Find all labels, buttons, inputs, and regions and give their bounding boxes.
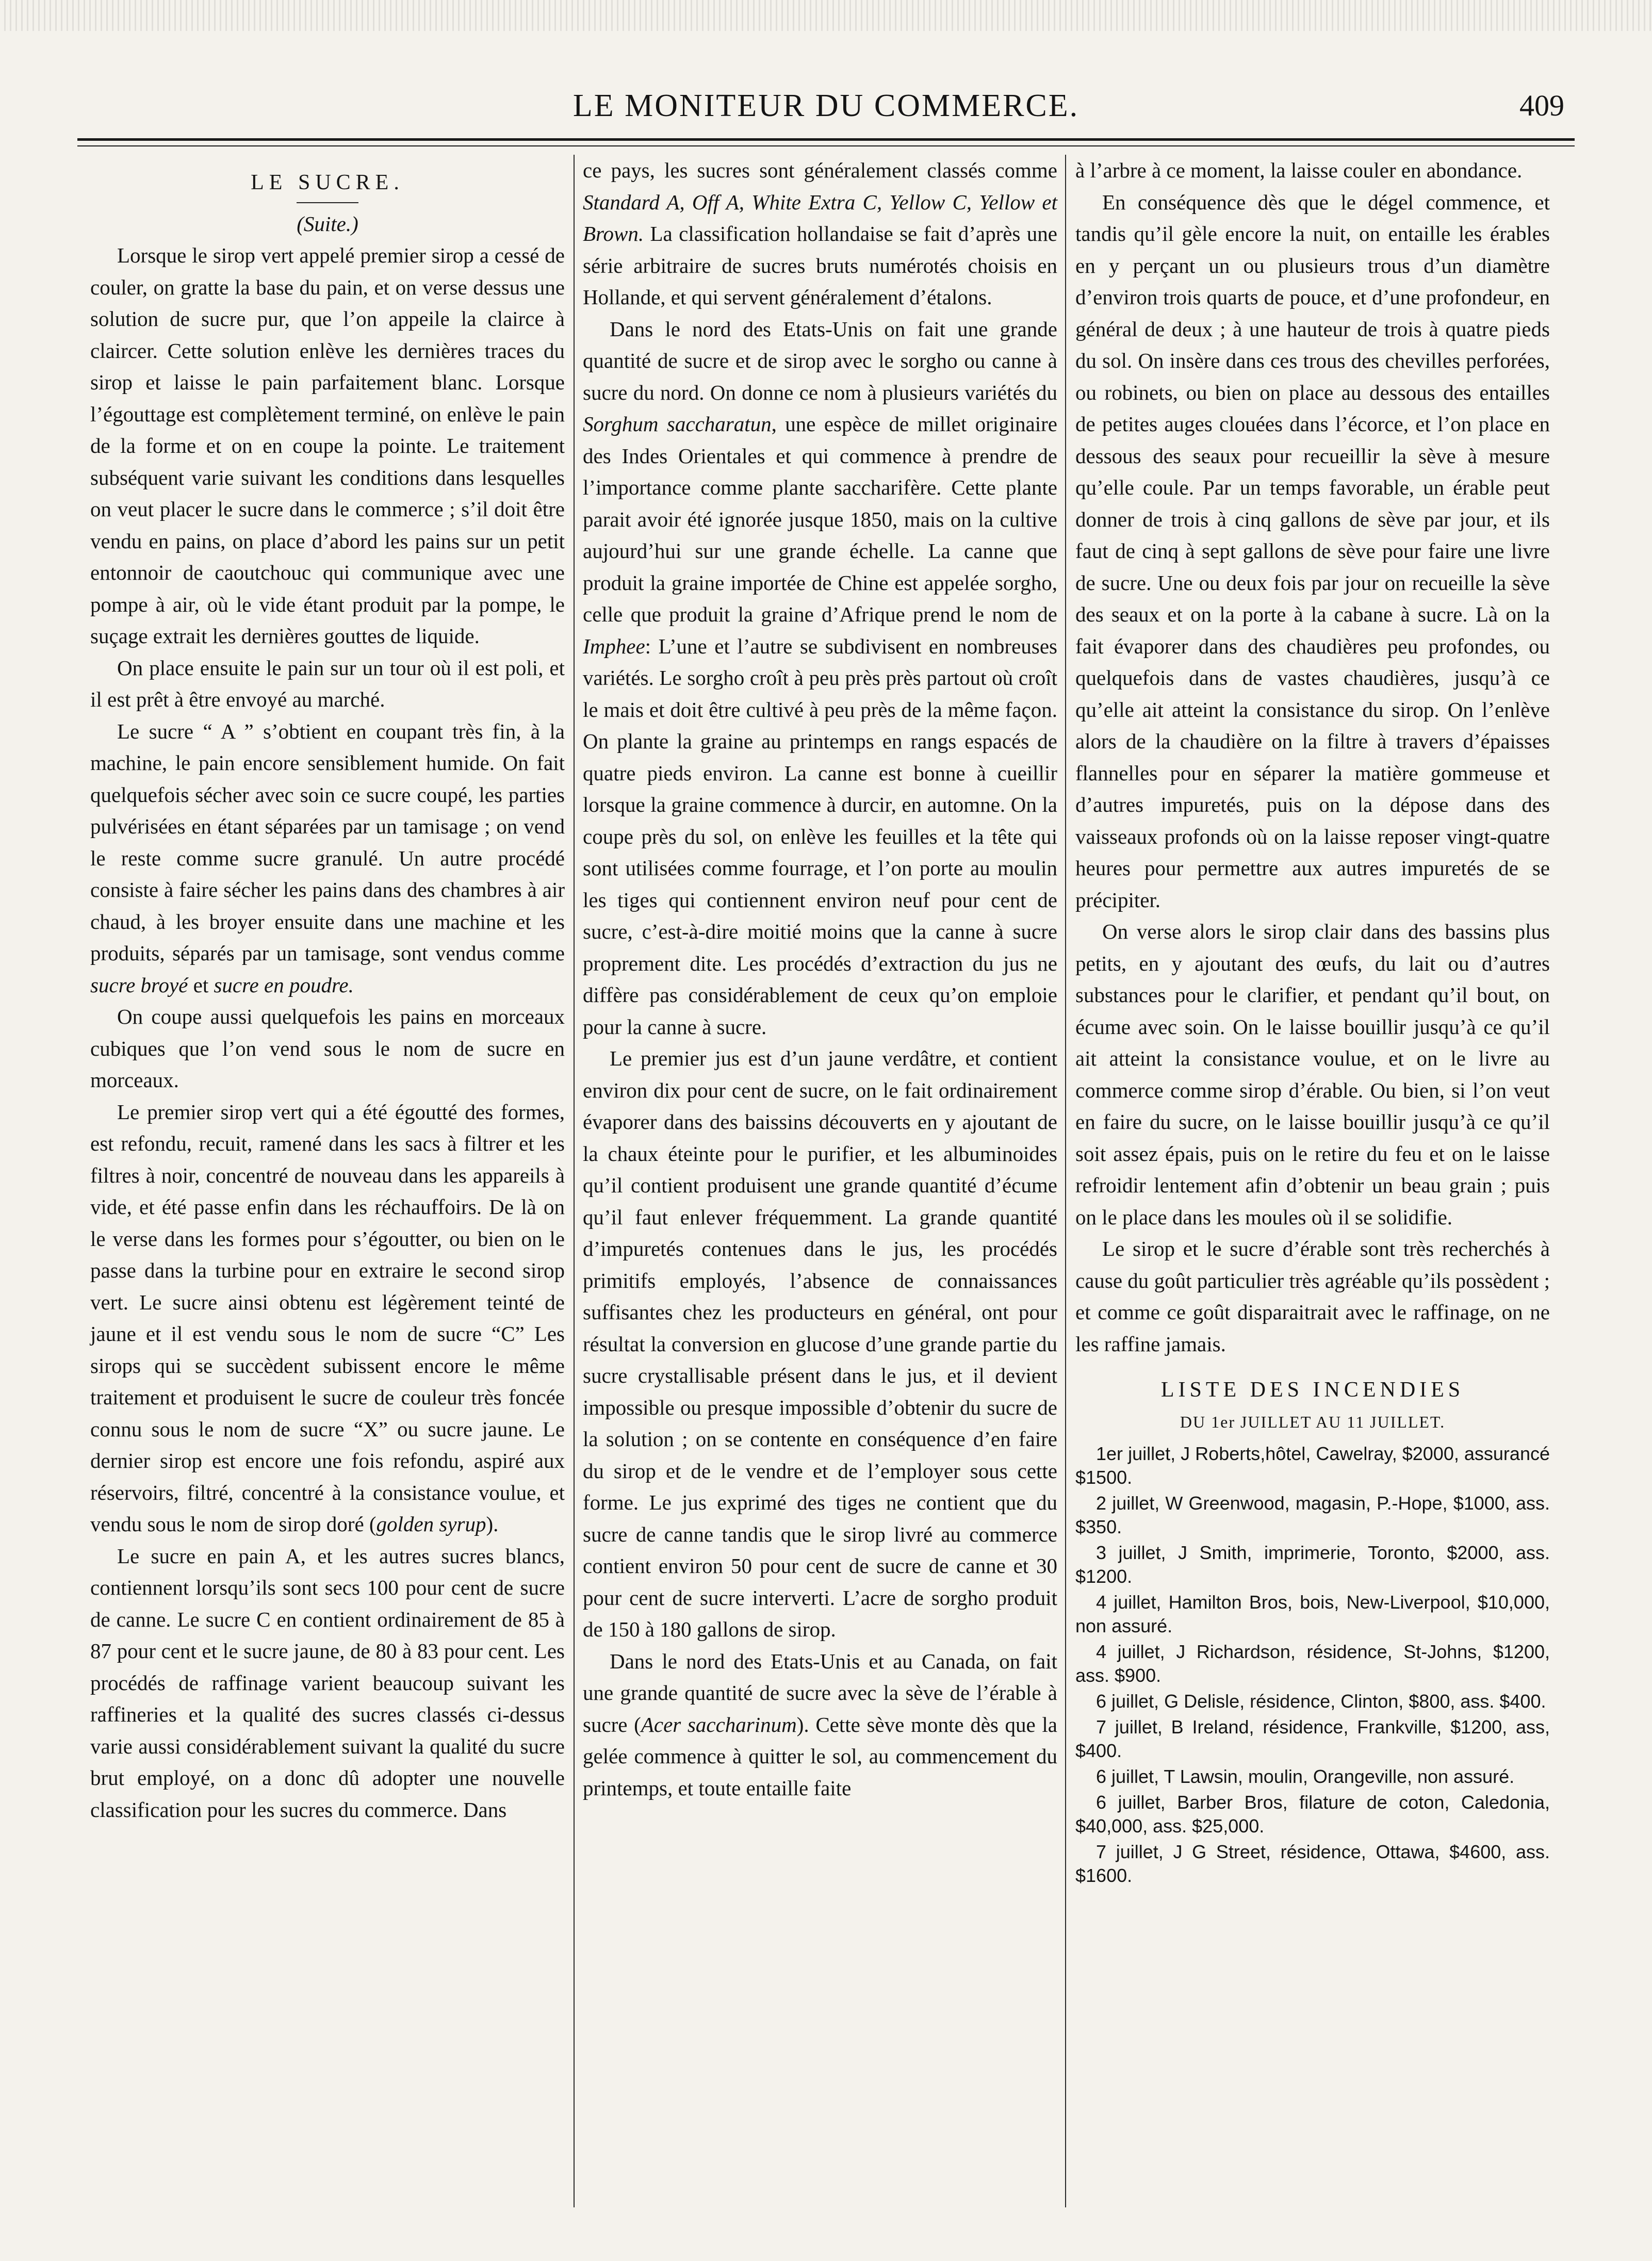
paragraph bbox=[90, 1096, 565, 1541]
page-header bbox=[77, 85, 1575, 142]
italic-run: sucre en poudre. bbox=[214, 973, 354, 997]
italic-run: Acer saccharinum bbox=[641, 1712, 797, 1736]
list-item: 4 juillet, J Richardson, résidence, St-Johns, $1200, ass. $900. bbox=[1075, 1641, 1550, 1686]
masthead-title: LE MONITEUR DU COMMERCE. bbox=[573, 88, 1079, 123]
fires-list-title: LISTE DES INCENDIES bbox=[1160, 1378, 1465, 1402]
paragraph bbox=[583, 155, 1057, 314]
paragraph: Lorsque le sirop vert appelé premier sirop a cessé de couler, on gratte la base du pain, et on verse dessus une solution de sucre pur, que l’on appeile la clairce à claircer. Cette solution enlève les dernières traces du sirop et laisse le pain parfaitement blanc. Lorsque l’égouttage est complètement terminé, on enlève le pain de la forme et on en coupe la pointe. Le traitement subséquent varie suivant les conditions dans lesquelles on veut placer le sucre dans le commerce ; s’il doit être vendu en pains, on place d’abord les pains sur un petit entonnoir de caoutchouc qui communique avec une pompe à air, où le vide étant produit par la pompe, le suçage extrait les dernières gouttes de liquide. bbox=[90, 243, 565, 648]
list-item: 7 juillet, B Ireland, résidence, Frankville, $1200, ass, $400. bbox=[1075, 1716, 1550, 1761]
paragraph: En conséquence dès que le dégel commence, et tandis qu’il gèle encore la nuit, on entaille les érables en y perçant un ou plusieurs trous d’un diamètre d’environ trois quarts de pouce, et d’une profondeur, en général de deux ; à une hauteur de trois à quatre pieds du sol. On insère dans ces trous des chevilles perforées, ou robinets, ou bien on place au dessous des entailles de petites auges clouées dans l’écorce, et l’on place en dessous des seaux pour recueillir la sève à mesure qu’elle coule. Par un temps favorable, un érable peut donner de trois à cinq gallons de sève par jour, et ils faut de cinq à sept gallons de sève pour faire une livre de sucre. Une ou deux fois par jour on recueille la sève des seaux et on la porte à la cabane à sucre. Là on la fait évaporer dans des chaudières peu profondes, ou quelquefois dans de vastes chaudières, jusqu’à ce qu’elle ait atteint la consistance du sirop. On l’enlève alors de la chaudière on la filtre à travers d’épaisses flannelles pour en séparer la matière gommeuse et d’autres impuretés, puis on la dépose dans des vaisseaux profonds où on la laisse reposer vingt-quatre heures pour permettre aux autres impuretés de se précipiter. bbox=[1075, 190, 1550, 912]
paragraph: On place ensuite le pain sur un tour où il est poli, et il est prêt à être envoyé au marché. bbox=[90, 656, 565, 711]
text-run: Le sucre “ A ” s’obtient en coupant très fin, à la machine, le pain encore sensiblement humide. On fait quelquefois sécher avec soin ce sucre coupé, les parties pulvérisées en étant séparées par un tamisage ; on vend le reste comme sucre granulé. Un autre procédé consiste à faire sécher les pains dans des chambres à air chaud, à les broyer ensuite dans une machine et les produits, séparés par un tamisage, sont vendus comme bbox=[90, 719, 565, 965]
list-item: 6 juillet, T Lawsin, moulin, Orangeville, non assuré. bbox=[1096, 1766, 1515, 1787]
paragraph: Le sucre en pain A, et les autres sucres blancs, contiennent lorsqu’ils sont secs 100 pour cent de sucre de canne. Le sucre C en contient ordinairement de 85 à 87 pour cent et le sucre jaune, de 80 à 83 pour cent. Les procédés de raffinage varient beaucoup suivant les raffineries et la qualité des sucres classés ci-dessus varie aussi considérablement suivant la qualité du sucre brut employé, on a donc dû adopter une nouvelle classification pour les sucres du commerce. Dans bbox=[90, 1544, 565, 1822]
text-run: : L’une et l’autre se subdivisent en nombreuses variétés. Le sorgho croît à peu près près partout où croît le mais et doit être cultivé à peu près de la même façon. On plante la graine au printemps en rangs espacés de quatre pieds environ. La canne est bonne à cueillir lorsque la graine commence à durcir, en automne. On la coupe près du sol, on enlève les feuilles et la tête qui sont utilisées comme fourrage, et l’on porte au moulin les tiges qui contiennent environ neuf pour cent de sucre, c’est-à-dire moitié moins que la canne à sucre proprement dite. Les procédés d’extraction du jus ne diffère pas considérablement de ceux qu’on emploie pour la canne à sucre. bbox=[583, 634, 1057, 1039]
paragraph: Le premier jus est d’un jaune verdâtre, et contient environ dix pour cent de sucre, on le fait ordinairement évaporer dans des baissins découverts en y ajoutant de la chaux éteinte pour le purifier, et les albuminoides qu’il contient produisent une grande quantité d’écume qu’il faut enlever fréquemment. La grande quantité d’impuretés contenues dans le jus, les procédés primitifs employés, l’absence de connaissances suffisantes chez les producteurs en général, ont pour résultat la conversion en glucose d’une grande partie du sucre crystallisable présent dans le jus, et il devient impossible ou presque impossible d’obtenir du sucre de la solution ; on se contente en conséquence d’en faire du sirop et de le vendre et de l’employer sous cette forme. Le jus exprimé des tiges ne contient que du sucre de canne tandis que le sirop livré au commerce contient environ 50 pour cent de sucre de canne et 30 pour cent de sucre interverti. L’acre de sorgho produit de 150 à 180 gallons de sirop. bbox=[583, 1046, 1057, 1641]
paragraph bbox=[90, 716, 565, 1002]
column-3 bbox=[1075, 155, 1550, 1890]
article-title: LE SUCRE. bbox=[251, 171, 404, 194]
italic-run: Imphee bbox=[583, 634, 645, 658]
list-item: 4 juillet, Hamilton Bros, bois, New-Liverpool, $10,000, non assuré. bbox=[1075, 1592, 1550, 1636]
text-run: Le premier sirop vert qui a été égoutté des formes, est refondu, recuit, ramené dans les sacs à filtrer et les filtres à noir, concentré de nouveau dans les appareils à vide, et été passe enfin dans les réchauffoirs. De là on le verse dans les formes pour s’égoutter, ou bien on le passe dans la turbine pour en extraire le second sirop vert. Le sucre ainsi obtenu est légèrement teinté de jaune et il est vendu sous le nom de sucre “C” Les sirops qui se succèdent subissent encore le même traitement et produisent le sucre de couleur très foncée connu sous le nom de sucre “X” ou sucre jaune. Le dernier sirop est encore une fois refondu, aspiré aux réservoirs, filtré, concentré à la consistance voulue, et vendu sous le nom de sirop doré ( bbox=[90, 1100, 565, 1536]
page-number: 409 bbox=[1519, 89, 1564, 122]
list-item: 1er juillet, J Roberts,hôtel, Cawelray, $2000, assurancé $1500. bbox=[1075, 1443, 1550, 1488]
title-rule bbox=[297, 202, 358, 203]
text-run: La classification hollandaise se fait d’après une série arbitraire de sucres bruts numérotés choisis en Hollande, et qui servent généralement d’étalons. bbox=[583, 222, 1058, 309]
italic-run: Sorghum saccharatun bbox=[583, 412, 772, 436]
text-run: ). bbox=[486, 1512, 499, 1536]
header-rule-thin bbox=[77, 145, 1575, 146]
list-item: 3 juillet, J Smith, imprimerie, Toronto, $2000, ass. $1200. bbox=[1075, 1542, 1550, 1587]
paragraph: On coupe aussi quelquefois les pains en morceaux cubiques que l’on vend sous le nom de sucre en morceaux. bbox=[90, 1005, 565, 1092]
paragraph: On verse alors le sirop clair dans des bassins plus petits, en y ajoutant des œufs, du lait ou d’autres substances pour le clarifier, et pendant qu’il bout, on écume avec soin. On le laisse bouillir jusqu’à ce qu’il ait atteint la consistance voulue, et on le livre au commerce comme sirop d’érable. Ou bien, si l’on veut en faire du sucre, on le laisse bouillir jusqu’à ce qu’il soit assez épais, puis on le retire du feu et on le laisse refroidir lentement afin d’obtenir un beau grain ; puis on le place dans les moules où il se solidifie. bbox=[1075, 920, 1550, 1229]
fires-list bbox=[1075, 1442, 1550, 1888]
list-item: 2 juillet, W Greenwood, magasin, P.-Hope, $1000, ass. $350. bbox=[1075, 1493, 1550, 1537]
list-item: 6 juillet, G Delisle, résidence, Clinton, $800, ass. $400. bbox=[1096, 1691, 1546, 1712]
fires-list-subtitle: DU 1er JUILLET AU 11 JUILLET. bbox=[1180, 1412, 1446, 1431]
column-divider bbox=[574, 155, 575, 2207]
header-rule-thick bbox=[77, 138, 1575, 141]
text-run: et bbox=[193, 973, 209, 997]
italic-run: Standard A, Off A, White Extra C, Yellow C, Yellow et Brown. bbox=[583, 190, 1057, 245]
italic-run: golden syrup bbox=[376, 1512, 486, 1536]
article-subtitle: (Suite.) bbox=[297, 211, 358, 236]
paragraph: Le sirop et le sucre d’érable sont très recherchés à cause du goût particulier très agréable qu’ils possèdent ; et comme ce goût disparaitrait avec le raffinage, on ne les raffine jamais. bbox=[1075, 1237, 1550, 1356]
scan-edge bbox=[0, 0, 1652, 31]
text-run: Dans le nord des Etats-Unis on fait une grande quantité de sucre et de sirop avec le sorgho ou canne à sucre du nord. On donne ce nom à plusieurs variétés du bbox=[583, 317, 1057, 404]
paragraph bbox=[583, 314, 1057, 1043]
italic-run: sucre broyé bbox=[90, 973, 188, 997]
text-run: ). Cette sève monte dès que la gelée commence à quitter le sol, au commencement du printemps, et toute entaille faite bbox=[583, 1712, 1057, 1800]
text-run: ce pays, les sucres sont généralement classés comme bbox=[583, 158, 1057, 182]
column-divider bbox=[1065, 155, 1066, 2207]
text-run: Dans le nord des Etats-Unis et au Canada, on fait une grande quantité de sucre avec la sève de l’érable à sucre ( bbox=[583, 1649, 1057, 1736]
text-run: , une espèce de millet originaire des Indes Orientales et qui commence à prendre de l’importance comme plante saccharifère. Cette plante parait avoir été ignorée jusque 1850, mais on la cultive aujourd’hui sur une grande échelle. La canne que produit la graine importée de Chine est appelée sorgho, celle que produit la graine d’Afrique prend le nom de bbox=[583, 412, 1058, 626]
column-2 bbox=[583, 155, 1057, 1804]
list-item: 7 juillet, J G Street, résidence, Ottawa, $4600, ass. $1600. bbox=[1075, 1841, 1550, 1886]
paragraph bbox=[583, 1646, 1057, 1805]
list-item: 6 juillet, Barber Bros, filature de coton, Caledonia, $40,000, ass. $25,000. bbox=[1075, 1792, 1550, 1837]
paragraph: à l’arbre à ce moment, la laisse couler en abondance. bbox=[1075, 158, 1523, 182]
column-1 bbox=[90, 155, 565, 1826]
